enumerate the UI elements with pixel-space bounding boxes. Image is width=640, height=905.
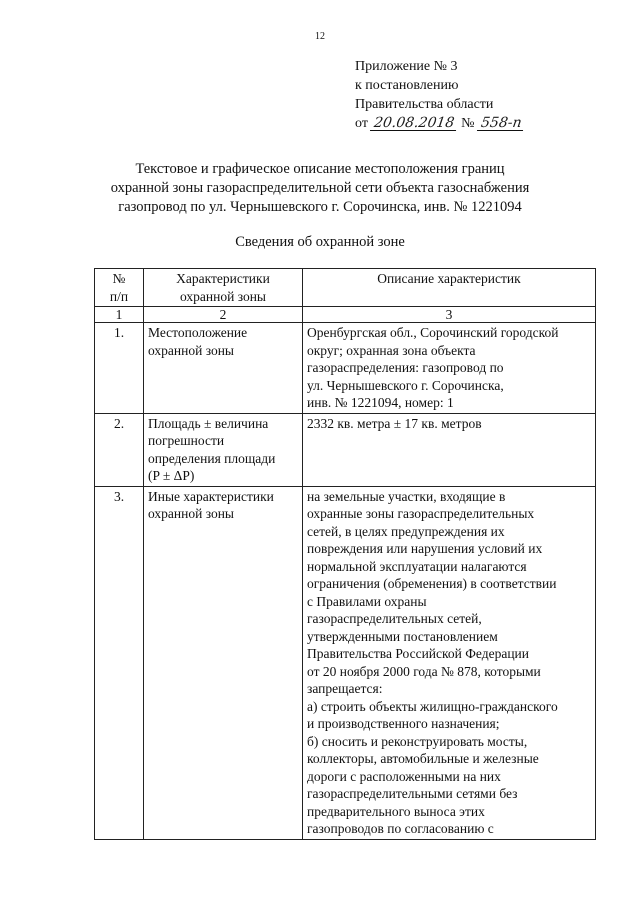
page-number: 12 xyxy=(315,31,325,42)
table-row xyxy=(95,486,596,839)
index-cell: 1 xyxy=(95,307,144,323)
row-description: Оренбургская обл., Сорочинский городской округ; охранная зона объекта газораспределения: газопровод по ул. Чернышевского г. Сорочинска, инв. № 1221094, номер: 1 xyxy=(303,323,596,414)
header-description: Описание характеристик xyxy=(303,269,596,307)
title-line-3: газопровод по ул. Чернышевского г. Сорочинска, инв. № 1221094 xyxy=(118,199,522,215)
row-description: на земельные участки, входящие в охранные зоны газораспределительных сетей, в целях предупреждения их повреждения или нарушения условий их нормальной эксплуатации налагаются ограничения (обременения) в соответствии с Правилами охраны газораспределительных сетей, утвержденными постановлением Правительства Российской Федерации от 20 ноября 2000 года № 878, которыми запрещается: а) строить объекты жилищно-гражданского и производственного назначения; б) сносить и реконструировать мосты, коллекторы, автомобильные и железные дороги с расположенными на них газораспределительными сетями без предварительного выноса этих газопроводов по согласованию с xyxy=(303,486,596,839)
row-number: 1. xyxy=(95,323,144,414)
index-cell: 3 xyxy=(303,307,596,323)
table-row xyxy=(95,323,596,414)
table-index-row xyxy=(95,307,596,323)
appendix-block xyxy=(355,57,524,133)
title-line-1: Текстовое и графическое описание местоположения границ xyxy=(135,161,505,177)
document-title xyxy=(0,160,640,217)
index-cell: 2 xyxy=(144,307,303,323)
number-prefix: № xyxy=(461,116,475,131)
table-row xyxy=(95,413,596,486)
row-name: Иные характеристики охранной зоны xyxy=(144,486,303,839)
row-description: 2332 кв. метра ± 17 кв. метров xyxy=(303,413,596,486)
handwritten-date: 20.08.2018 xyxy=(370,116,458,131)
appendix-line-1: Приложение № 3 xyxy=(355,59,458,74)
row-number: 3. xyxy=(95,486,144,839)
handwritten-number: 558-п xyxy=(477,116,526,131)
section-subtitle: Сведения об охранной зоне xyxy=(235,234,405,250)
table-header-row xyxy=(95,269,596,307)
appendix-line-3: Правительства области xyxy=(355,97,494,112)
appendix-line-2: к постановлению xyxy=(355,78,459,93)
header-number: № п/п xyxy=(95,269,144,307)
row-number: 2. xyxy=(95,413,144,486)
date-prefix: от xyxy=(355,116,368,131)
row-name: Площадь ± величина погрешности определения площади (P ± ΔP) xyxy=(144,413,303,486)
header-characteristics: Характеристики охранной зоны xyxy=(144,269,303,307)
title-line-2: охранной зоны газораспределительной сети объекта газоснабжения xyxy=(110,180,530,196)
appendix-date-line xyxy=(355,114,524,133)
row-name: Местоположение охранной зоны xyxy=(144,323,303,414)
zone-table xyxy=(94,268,596,840)
